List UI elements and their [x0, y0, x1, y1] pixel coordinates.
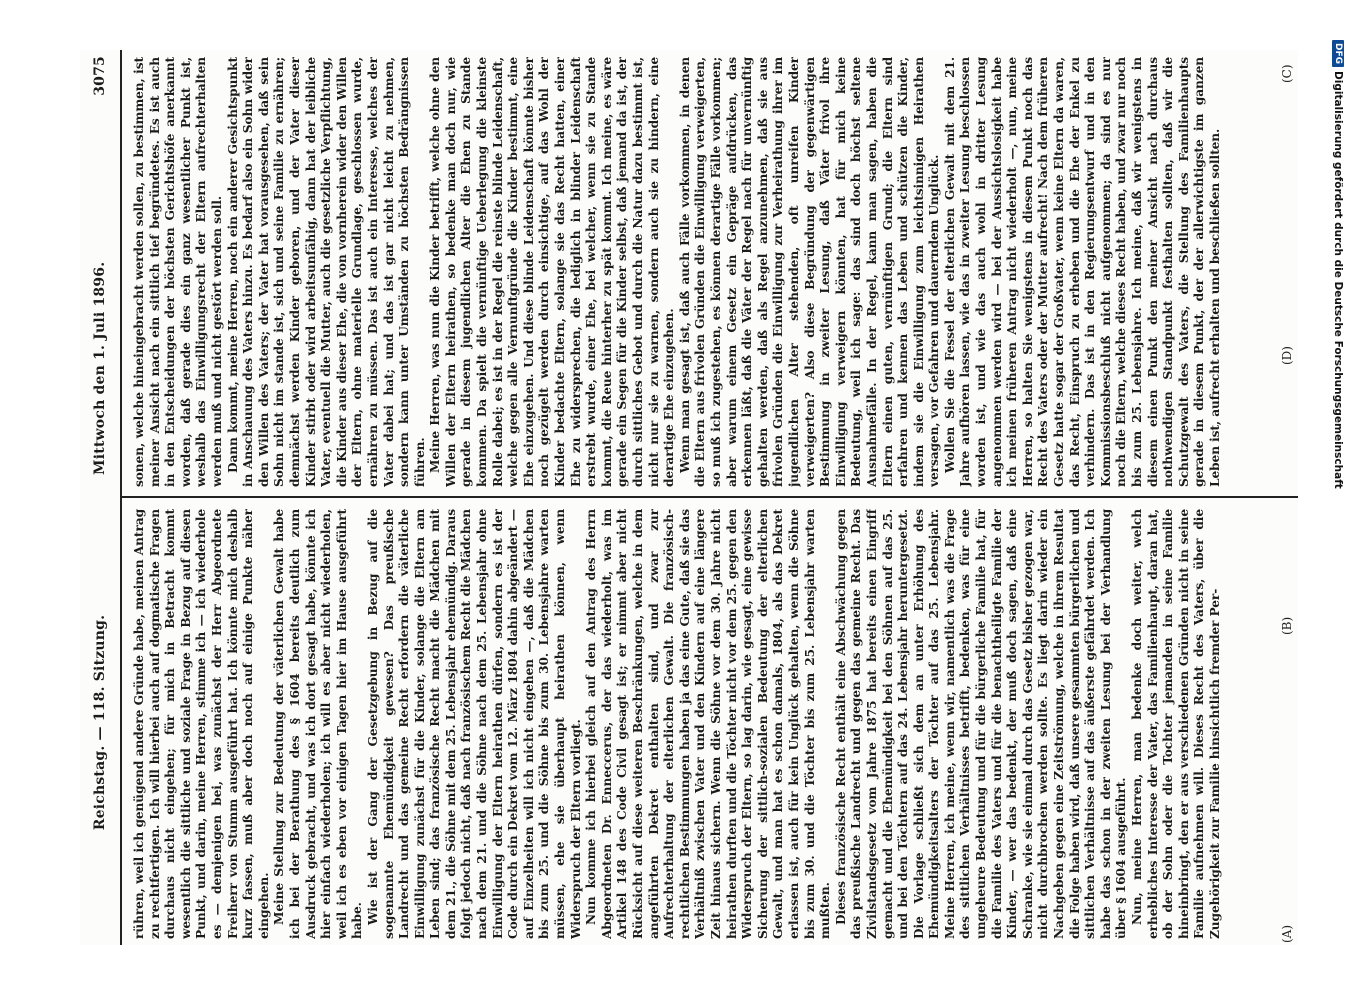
- digitization-credit-text: [1328, 40, 1348, 970]
- left-paragraph: Nun, meine Herren, man bedenke doch weiter, welch erhebliches Interesse der Vater, das Familienhaupt, daran hat, ob der Sohn oder die Tochter jemanden in seine Familie hineinbringt, den er aus verschiedenen Gründen nicht in seine Familie aufnehmen will. Dieses Recht des Vaters, über die Zugehörigkeit zur Familie hinsichtlich fremder Per-: [1130, 509, 1222, 939]
- page-header: [80, 50, 120, 945]
- margin-marker-a: (A): [1280, 924, 1294, 943]
- newspaper-page: [80, 50, 1298, 945]
- right-paragraph: Dann kommt, meine Herren, noch ein anderer Gesichtspunkt in Anschauung des Vaters hinzu. Es bedarf also ein Sohn wider den Willen des Vaters; der Vater hat vorausgesehen, daß sein Sohn nicht im stande ist, sich und seine Familie zu ernähren; demnächst werden Kinder geboren, und der Vater dieser Kinder stirbt oder wird arbeitsunfähig, dann hat der leibliche Vater, eventuell die Mutter, auch die gesetzliche Verpflichtung, die Kinder aus dieser Ehe, die von vornherein wider den Willen der Eltern, ohne materielle Grundlage, geschlossen wurde, ernähren zu müssen. Das ist auch ein Interesse, welches der Vater dabei hat; und das ist gar nicht leicht zu nehmen, sondern kann unter Umständen zu höchsten Bedrängnissen führen.: [225, 57, 427, 487]
- header-left-title: Reichstag. — 118. Sitzung.: [92, 614, 108, 831]
- margin-marker-c: (C): [1280, 64, 1294, 83]
- right-paragraph: Meine Herren, was nun die Kinder betrifft, welche ohne den Willen der Eltern heirathen, so bedenke man doch nur, wie gerade in diesem jugendlichen Alter die Ehen zu Stande kommen. Da spielt die vernünftige Ueberlegung die kleinste Rolle dabei; es ist in der Regel die reinste blinde Leidenschaft, welche gegen alle Vernunftgründe die Kinder bestimmt, eine Ehe einzugehen. Und diese blinde Leidenschaft könnte bisher noch gezügelt werden durch einsichtige, auf das Wohl der Kinder bedachte Eltern, solange sie das Recht hatten, einer Ehe zu widersprechen, die lediglich in blinder Leidenschaft erstrebt wurde, einer Ehe, bei welcher, wenn sie zu Stande kommt, die Reue hinterher zu spät kommt. Ich meine, es wäre gerade ein Segen für die Kinder selbst, daß jemand da ist, der durch sittliches Gebot und durch die Natur dazu bestimmt ist, nicht nur sie zu warnen, sondern auch sie zu hindern, eine derartige Ehe einzugehen.: [428, 57, 677, 487]
- right-paragraph: sonen, welche hineingebracht werden sollen, zu bestimmen, ist meiner Ansicht nach ein sittlich tief begründetes. Es ist auch in den Entscheidungen der höchsten Gerichtshöfe anerkannt worden, daß gerade dies ein ganz wesentlicher Punkt ist, weshalb das Einwilligungsrecht der Eltern aufrechterhalten werden muß und nicht gestört werden soll.: [132, 57, 224, 487]
- header-date: Mittwoch den 1. Juli 1896.: [92, 261, 108, 475]
- right-paragraph: Wollen Sie die Fessel der elterlichen Gewalt mit dem 21. Jahre aufhören lassen, wie das in zweiter Lesung beschlossen worden ist, und wie das auch wohl in dritter Lesung angenommen werden wird — bei der Aussichtslosigkeit habe ich meinen früheren Antrag nicht wiederholt —, nun, meine Herren, so halten Sie wenigstens in diesem Punkt noch das Recht des Vaters oder der Mutter aufrecht! Nach dem früheren Gesetz hatte sogar der Großvater, wenn keine Eltern da waren, das Recht, Einspruch zu erheben und die Ehe der Enkel zu verhindern. Das ist in den Regierungsentwurf und in den Kommissionsbeschluß nicht aufgenommen; da sind es nur noch die Eltern, welche dieses Recht haben, und zwar nur noch bis zum 25. Lebensjahre. Ich meine, daß wir wenigstens in diesem einen Punkt den meiner Ansicht nach durchaus nothwendigen Standpunkt festhalten sollten, daß wir die Schutzgewalt des Vaters, die Stellung des Familienhaupts gerade in diesem Punkt, der der allerwichtigste im ganzen Leben ist, aufrecht erhalten und beschließen sollten.: [942, 57, 1222, 487]
- column-divider: [122, 496, 1298, 498]
- right-paragraph: Wenn man gesagt ist, daß auch Fälle vorkommen, in denen die Eltern aus frivolen Gründen die Einwilligung verweigerten, so muß ich zugestehen, es können derartige Fälle vorkommen; aber warum einem Gesetz ein Gepräge aufdrücken, das erkennen läßt, daß die Väter der Regel nach für unvernünftig gehalten werden, daß als Regel anzunehmen, daß sie aus frivolen Gründen die Einwilligung zur Verheirathung ihrer im jugendlichen Alter stehenden, oft unreifen Kinder verweigerten? Also diese Begründung der gegenwärtigen Bestimmung in zweiter Lesung, daß Väter frivol ihre Einwilligung verweigern könnten, hat für mich keine Bedeutung, weil ich sage: das sind doch höchst seltene Ausnahmefälle. In der Regel, kann man sagen, haben die Eltern einen guten, vernünftigen Grund; die Eltern sind erfahren und kennen das Leben und schützen die Kinder, indem sie die Einwilligung zum leichtsinnigen Heirathen versagen, vor Gefahren und dauerndem Unglück.: [677, 57, 942, 487]
- right-column: [132, 57, 1292, 487]
- funding-note: Digitalisierung gefördert durch die Deutsche Forschungsgemeinschaft: [1332, 71, 1344, 489]
- margin-marker-d: (D): [1280, 346, 1294, 365]
- left-paragraph: Nun komme ich hierbei gleich auf den Antrag des Herrn Abgeordneten Dr. Enneccerus, der das wiederholt, was im Artikel 148 des Code Civil gesagt ist; er nimmt aber nicht Rücksicht auf diese weiteren Beschränkungen, welche in dem angeführten Dekret enthalten sind, und zwar zur Aufrechterhaltung der elterlichen Gewalt. Die französisch-rechtlichen Bestimmungen haben ja das eine Gute, daß sie das Verhältniß zwischen Vater und den Kindern auf eine längere Zeit hinaus sichern. Wenn die Söhne vor dem 30. Jahre nicht heirathen durften und die Töchter nicht vor dem 25. gegen den Widerspruch der Eltern, so lag darin, wie gesagt, eine gewisse Sicherung der sittlich-sozialen Bedeutung der elterlichen Gewalt, und man hat es schon damals, 1804, als das Dekret erlassen ist, auch für kein Unglück gehalten, wenn die Söhne bis zum 30. und die Töchter bis zum 25. Lebensjahr warten mußten.: [584, 509, 833, 939]
- left-paragraph: Dieses französische Recht enthält eine Abschwächung gegen das preußische Landrecht und gegen das gemeine Recht. Das Zivilstandsgesetz vom Jahre 1875 hat bereits einen Eingriff gemacht und die Ehemündigkeit bei den Söhnen auf das 25. und bei den Töchtern auf das 24. Lebensjahr heruntergesetzt. Die Vorlage schließt sich dem an unter Erhöhung des Ehemündigkeitsalters der Töchter auf das 25. Lebensjahr. Meine Herren, ich meine, wenn wir, namentlich was die Frage des sittlichen Verhältnisses betrifft, bedenken, was für eine ungeheure Bedeutung und für die bürgerliche Familie hat, für die Familie des Vaters und für die benachtheiligte Familie der Kinder, — wer das bedenkt, der muß doch sagen, daß eine Schranke, wie sie einmal durch das Gesetz bisher gezogen war, nicht durchbrochen werden sollte. Es liegt darin wieder ein Nachgeben gegen eine Zeitströmung, welche in ihrem Resultat die Folge haben wird, daß unsere gesammten bürgerlichen und sittlichen Verhältnisse auf das äußerste gefährdet werden. Ich habe das schon in der zweiten Lesung bei der Verhandlung über § 1604 ausgeführt.: [833, 509, 1129, 939]
- digitization-credit: [1330, 40, 1350, 970]
- left-column: [132, 509, 1292, 939]
- margin-marker-b: (B): [1280, 616, 1294, 635]
- left-paragraph: Meine Stellung zur Bedeutung der väterlichen Gewalt habe ich bei der Berathung des § 1604 bereits deutlich zum Ausdruck gebracht, und was ich dort gesagt habe, könnte ich hier einfach wiederholen; ich will es aber nicht wiederholen, weil ich es eben vor einigen Tagen hier im Hause ausgeführt habe.: [272, 509, 365, 939]
- dfg-logo: DFG: [1332, 40, 1344, 67]
- left-paragraph: Wie ist der Gang der Gesetzgebung in Bezug auf die sogenannte Ehemündigkeit gewesen? Das preußische Landrecht und das gemeine Recht erfordern die väterliche Einwilligung zunächst für die Kinder, solange die Eltern am Leben sind; das französische Recht macht die Mädchen mit dem 21., die Söhne mit dem 25. Lebensjahr ehemündig. Daraus folgt jedoch nicht, daß nach französischem Recht die Mädchen nach dem 21. und die Söhne nach dem 25. Lebensjahr ohne Einwilligung der Eltern heirathen dürfen, sondern es ist der Code durch ein Dekret vom 12. März 1804 dahin abgeändert — auf Einzelheiten will ich nicht eingehen —, daß die Mädchen bis zum 25. und die Söhne bis zum 30. Lebensjahre warten müssen, ehe sie überhaupt heirathen können, wenn Widerspruch der Eltern vorliegt.: [365, 509, 583, 939]
- header-right: [92, 50, 108, 495]
- page-number: 3075: [92, 56, 108, 96]
- left-paragraph: rühren, weil ich genügend andere Gründe habe, meinen Antrag zu rechtfertigen. Ich will hierbei auch auf dogmatische Fragen durchaus nicht eingehen; für mich in Betracht kommt wesentlich die sittliche und soziale Frage in Bezug auf diesen Punkt, und darin, meine Herren, stimme ich — ich wiederhole es — demjenigen bei, was zunächst der Herr Abgeordnete Freiherr von Stumm ausgeführt hat. Ich könnte mich deshalb kurz fassen, muß aber doch noch auf einige Punkte näher eingehen.: [132, 509, 271, 939]
